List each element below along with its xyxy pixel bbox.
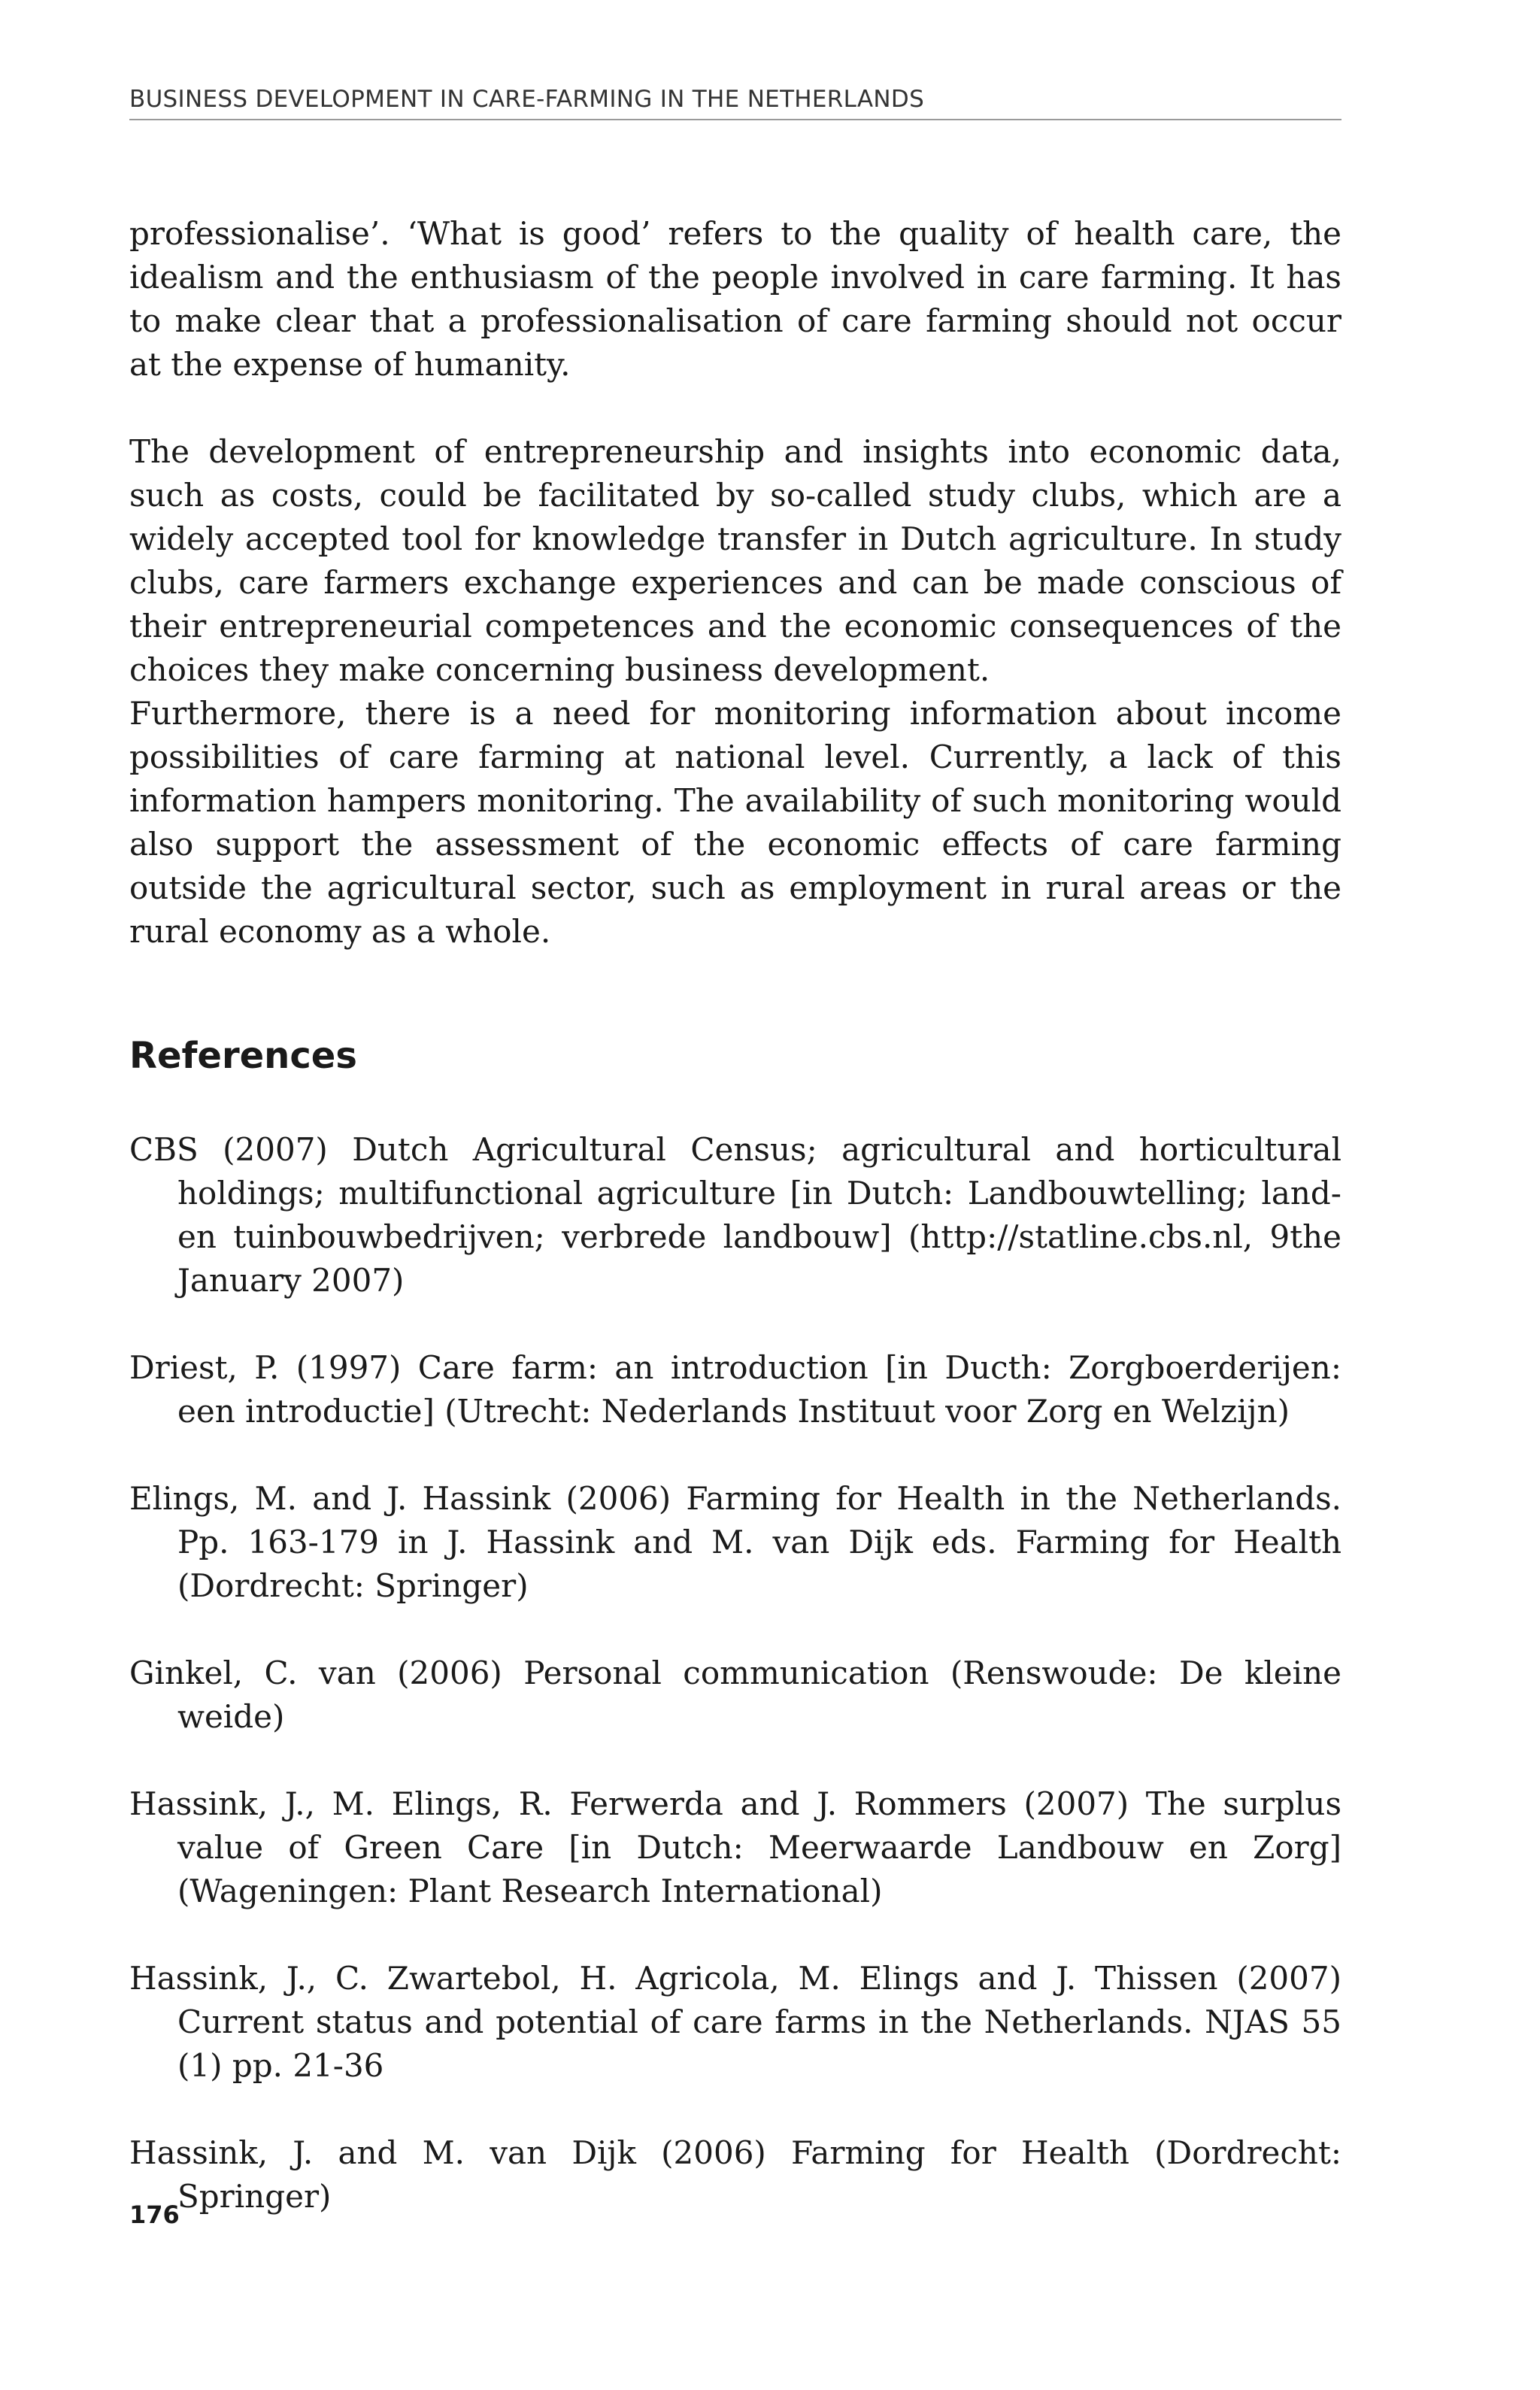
body-paragraph: professionalise’. ‘What is good’ refers to the quality of health care, the idealism and the enthusiasm of the people involved in care farming. It has to make clear that a professionalisation of care farming should not occur at the expense of humanity. (129, 215, 1341, 383)
reference-item: Hassink, J. and M. van Dijk (2006) Farming for Health (Dordrecht: Springer) (129, 2134, 1341, 2215)
reference-item: Ginkel, C. van (2006) Personal communication (Renswoude: De kleine weide) (129, 1654, 1341, 1735)
header-rule (129, 119, 1341, 120)
reference-list (129, 1128, 1341, 2262)
reference-item: Driest, P. (1997) Care farm: an introduction [in Ducth: Zorgboerderijen: een introductie] (Utrecht: Nederlands Instituut voor Zorg en Welzijn) (129, 1349, 1341, 1430)
body-text (129, 212, 1341, 954)
page-number: 176 (129, 2200, 180, 2229)
body-paragraph: Furthermore, there is a need for monitoring information about income possibilities of care farming at national level. Currently, a lack of this information hampers monitoring. The availability of such monitoring would also support the assessment of the economic effects of care farming outside the agricultural sector, such as employment in rural areas or the rural economy as a whole. (129, 695, 1341, 950)
reference-item: Hassink, J., C. Zwartebol, H. Agricola, M. Elings and J. Thissen (2007) Current status and potential of care farms in the Netherlands. NJAS 55 (1) pp. 21-36 (129, 1960, 1341, 2084)
reference-item: Elings, M. and J. Hassink (2006) Farming for Health in the Netherlands. Pp. 163-179 in J. Hassink and M. van Dijk eds. Farming for Health (Dordrecht: Springer) (129, 1480, 1341, 1604)
body-paragraph: The development of entrepreneurship and insights into economic data, such as costs, could be facilitated by so-called study clubs, which are a widely accepted tool for knowledge transfer in Dutch agriculture. In study clubs, care farmers exchange experiences and can be made conscious of their entrepreneurial competences and the economic consequences of the choices they make concerning business development. (129, 433, 1341, 688)
reference-item: Hassink, J., M. Elings, R. Ferwerda and J. Rommers (2007) The surplus value of Green Care [in Dutch: Meerwaarde Landbouw en Zorg] (Wageningen: Plant Research International) (129, 1785, 1341, 1909)
reference-item: CBS (2007) Dutch Agricultural Census; agricultural and horticultural holdings; multifunctional agriculture [in Dutch: Landbouwtelling; land- en tuinbouwbedrijven; verbrede landbouw] (http://statline.cbs.nl, 9the January 2007) (129, 1131, 1341, 1299)
running-header-title: BUSINESS DEVELOPMENT IN CARE-FARMING IN THE NETHERLANDS (129, 86, 925, 113)
references-heading: References (129, 1035, 357, 1077)
